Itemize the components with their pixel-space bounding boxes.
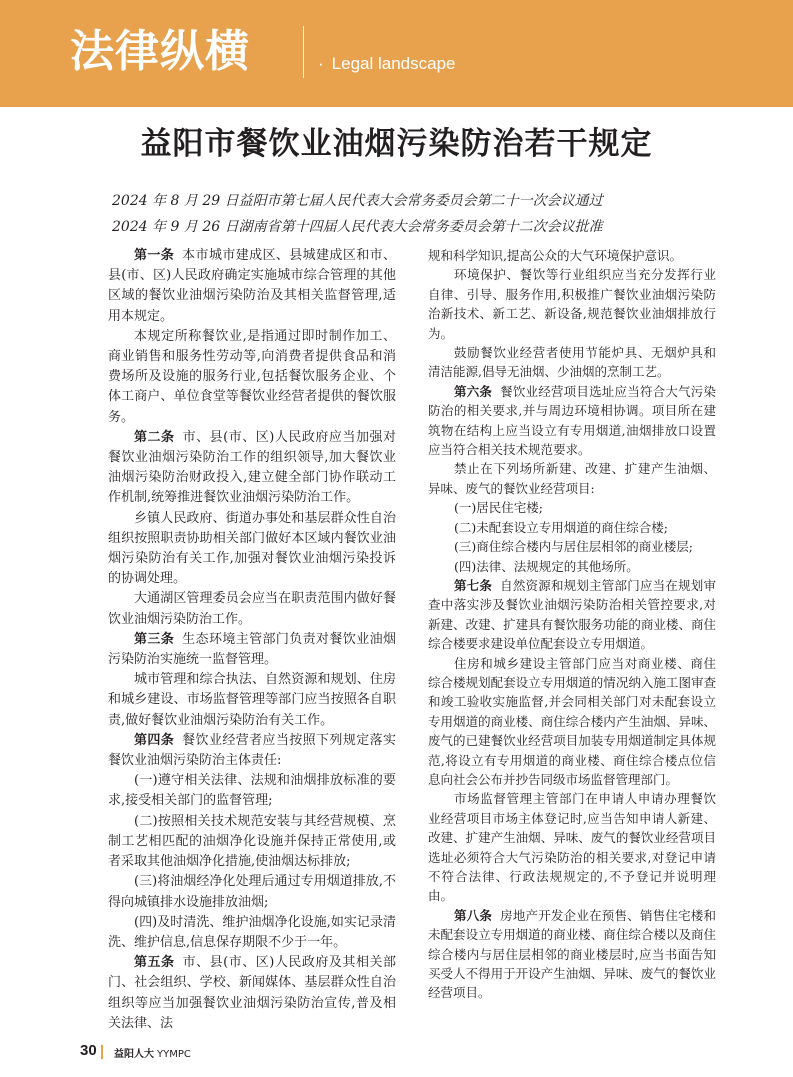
article-number: 第四条 — [134, 732, 175, 748]
right-column — [428, 246, 716, 1003]
article-number: 第一条 — [134, 248, 175, 263]
paragraph-text: (一)遵守相关法律、法规和油烟排放标准的要求,接受相关部门的监督管理; — [108, 773, 396, 809]
paragraph — [428, 459, 716, 498]
paragraph — [428, 654, 716, 790]
paragraph — [428, 576, 716, 654]
approval-line: 2024 年 9 月 26 日湖南省第十四届人民代表大会常务委员会第十二次会议批准 — [112, 219, 603, 235]
paragraph — [108, 589, 396, 629]
paragraph-text: (四)法律、法规规定的其他场所。 — [454, 558, 639, 574]
bullet-dot: · — [318, 54, 324, 73]
paragraph-text: 市、县(市、区)人民政府应当加强对餐饮业油烟污染防治工作的组织领导,加大餐饮业油烟污染防治财政投入,建立健全部门协作联动工作机制,统筹推进餐饮业油烟污染防治工作。 — [108, 429, 396, 506]
paragraph-text: (四)及时清洗、维护油烟净化设施,如实记录清洗、维护信息,信息保存期限不少于一年。 — [108, 914, 396, 950]
paragraph-text: 鼓励餐饮业经营者使用节能炉具、无烟炉具和清洁能源,倡导无油烟、少油烟的烹制工艺。 — [428, 345, 716, 380]
paragraph-text: 房地产开发企业在预售、销售住宅楼和未配套设立专用烟道的商业楼、商住综合楼以及商住综合楼内与居住层相邻的商业楼层时,应当书面告知买受人不得用于开设产生油烟、异味、废气的餐饮业经营项目。 — [428, 907, 716, 1001]
section-subtitle-text: Legal landscape — [331, 54, 456, 73]
paragraph-text: 规和科学知识,提高公众的大气环境保护意识。 — [428, 248, 682, 263]
paragraph — [428, 906, 716, 1003]
adoption-line: 2024 年 8 月 29 日益阳市第七届人民代表大会常务委员会第二十一次会议通过 — [112, 193, 603, 209]
paragraph — [108, 246, 396, 327]
page-number: 30 — [80, 1042, 97, 1059]
paragraph — [108, 731, 396, 771]
section-subtitle — [318, 54, 456, 74]
paragraph — [428, 537, 716, 556]
paragraph-text: 市、县(市、区)人民政府及其相关部门、社会组织、学校、新闻媒体、基层群众性自治组织等应当加强餐饮业油烟污染防治宣传,普及相关法律、法 — [108, 955, 396, 1031]
paragraph — [428, 343, 716, 382]
paragraph — [108, 913, 396, 953]
paragraph — [108, 509, 396, 590]
paragraph — [428, 557, 716, 576]
paragraph-text: 环境保护、餐饮等行业组织应当充分发挥行业自律、引导、服务作用,积极推广餐饮业油烟污染防治新技术、新工艺、新设备,规范餐饮业油烟排放行为。 — [428, 267, 716, 341]
paragraph — [108, 771, 396, 811]
banner-divider — [303, 26, 304, 78]
document-title: 益阳市餐饮业油烟污染防治若干规定 — [140, 126, 653, 162]
paragraph — [108, 327, 396, 428]
article-number: 第二条 — [134, 429, 175, 445]
paragraph-text: 市场监督管理主管部门在申请人申请办理餐饮业经营项目市场主体登记时,应当告知申请人新建、改建、扩建产生油烟、异味、废气的餐饮业经营项目选址必须符合大气污染防治的相关要求,对登记申请不符合法律、行政法规规定的,不予登记并说明理由。 — [428, 791, 716, 904]
article-number: 第七条 — [454, 577, 493, 593]
article-number: 第三条 — [134, 631, 175, 647]
paragraph — [428, 789, 716, 905]
paragraph — [428, 518, 716, 537]
paragraph — [428, 246, 716, 265]
paragraph-text: 住房和城乡建设主管部门应当对商业楼、商住综合楼规划配套设立专用烟道的情况纳入施工图审查和竣工验收实施监督,并会同相关部门对未配套设立专用烟道的商业楼、商住综合楼内产生油烟、异味、废气的已建餐饮业经营项目加装专用烟道制定具体规范,将设立有专用烟道的商业楼、商住综合楼点位信息向社会公布并抄告同级市场监督管理部门。 — [428, 655, 716, 787]
paragraph — [108, 872, 396, 912]
paragraph-text: 大通湖区管理委员会应当在职责范围内做好餐饮业油烟污染防治工作。 — [108, 591, 396, 627]
paragraph-text: (二)未配套设立专用烟道的商住综合楼; — [454, 519, 668, 535]
paragraph — [108, 630, 396, 670]
adoption-info — [112, 188, 603, 240]
paragraph-text: 城市管理和综合执法、自然资源和规划、住房和城乡建设、市场监督管理等部门应当按照各自职责,做好餐饮业油烟污染防治有关工作。 — [108, 672, 396, 728]
paragraph — [428, 382, 716, 460]
section-banner — [0, 0, 793, 107]
journal-name-cn: 益阳人大 — [114, 1049, 154, 1060]
paragraph-text: 餐饮业经营项目选址应当符合大气污染防治的相关要求,并与周边环境相协调。项目所在建筑物在结构上应当设立有专用烟道,油烟排放口设置应当符合相关技术规范要求。 — [428, 383, 716, 458]
paragraph-text: 禁止在下列场所新建、改建、扩建产生油烟、异味、废气的餐饮业经营项目: — [428, 461, 716, 496]
paragraph — [108, 428, 396, 509]
paragraph — [428, 265, 716, 343]
paragraph — [108, 953, 396, 1034]
article-number: 第六条 — [454, 383, 493, 399]
paragraph-text: (三)将油烟经净化处理后通过专用烟道排放,不得向城镇排水设施排放油烟; — [108, 874, 396, 910]
paragraph-text: 餐饮业经营者应当按照下列规定落实餐饮业油烟污染防治主体责任: — [108, 732, 396, 769]
journal-abbr: YYMPC — [157, 1049, 191, 1060]
paragraph-text: 自然资源和规划主管部门应当在规划审查中落实涉及餐饮业油烟污染防治相关管控要求,对新建、改建、扩建具有餐饮服务功能的商业楼、商住综合楼要求建设单位配套设立专用烟道。 — [428, 577, 716, 652]
left-column — [108, 246, 396, 1034]
paragraph — [428, 498, 716, 517]
footer-divider — [101, 1045, 103, 1059]
paragraph — [108, 670, 396, 731]
section-title: 法律纵横 — [70, 26, 250, 77]
paragraph-text: (二)按照相关技术规范安装与其经营规模、烹制工艺相匹配的油烟净化设施并保持正常使用,或者采取其他油烟净化措施,使油烟达标排放; — [108, 813, 396, 870]
paragraph-text: 乡镇人民政府、街道办事处和基层群众性自治组织按照职责协助相关部门做好本区域内餐饮业油烟污染防治有关工作,加强对餐饮业油烟污染投诉的协调处理。 — [108, 510, 396, 587]
journal-name — [114, 1045, 191, 1060]
paragraph-text: (一)居民住宅楼; — [454, 500, 543, 516]
article-number: 第八条 — [454, 907, 493, 923]
paragraph — [108, 812, 396, 873]
paragraph-text: 生态环境主管部门负责对餐饮业油烟污染防治实施统一监督管理。 — [108, 631, 396, 668]
paragraph-text: (三)商住综合楼内与居住层相邻的商业楼层; — [454, 539, 693, 555]
paragraph-text: 本规定所称餐饮业,是指通过即时制作加工、商业销售和服务性劳动等,向消费者提供食品和消费场所及设施的服务行业,包括餐饮服务企业、个体工商户、单位食堂等餐饮业经营者提供的餐饮服务。 — [108, 328, 396, 425]
article-number: 第五条 — [134, 955, 175, 971]
paragraph-text: 本市城市建成区、县城建成区和市、县(市、区)人民政府确定实施城市综合管理的其他区域的餐饮业油烟污染防治及其相关监督管理,适用本规定。 — [108, 248, 396, 324]
